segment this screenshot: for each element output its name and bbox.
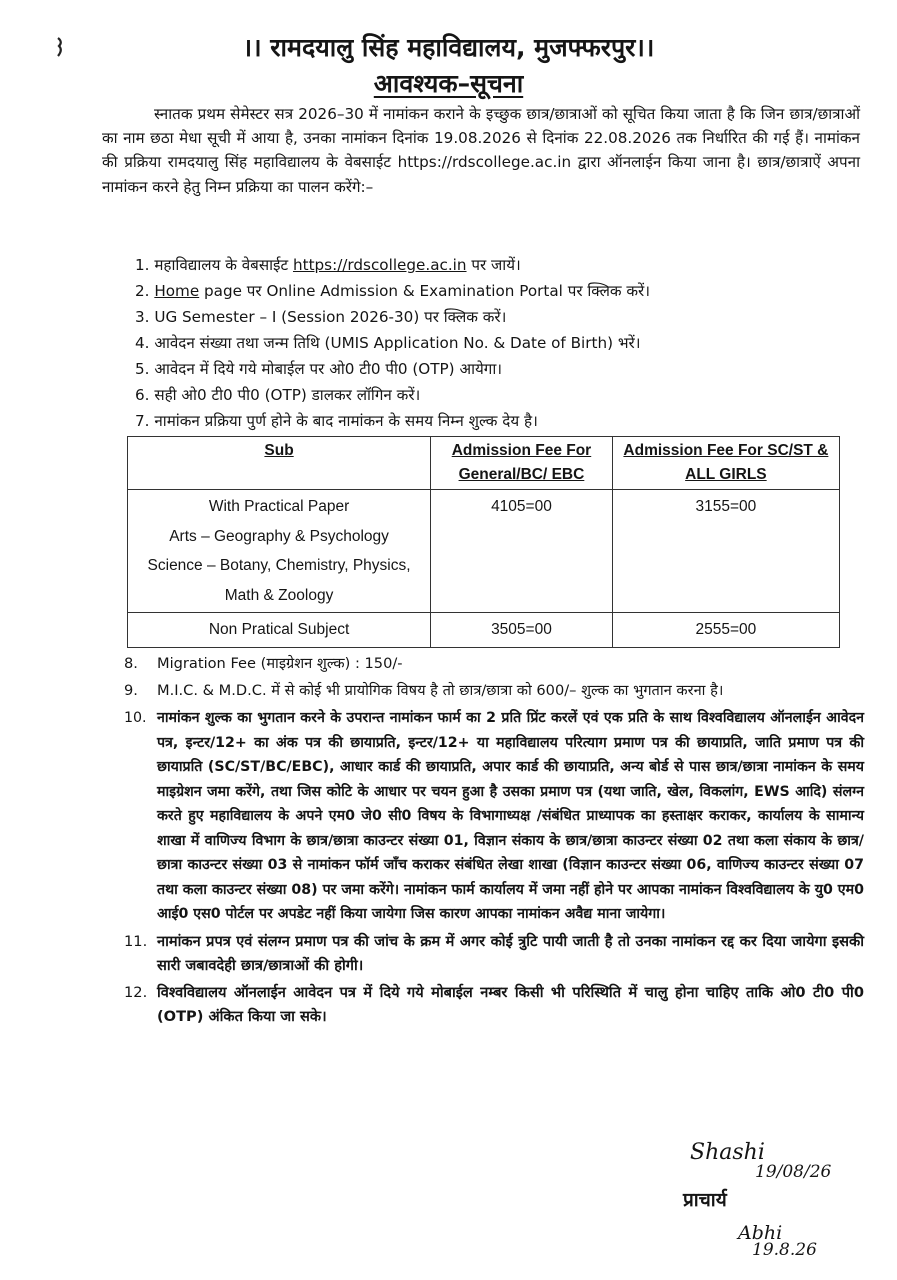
subject-cell: Non Pratical Subject (128, 613, 431, 648)
step-item: 1. महाविद्यालय के वेबसाईट https://rdscollege.ac.in पर जायें। (135, 256, 521, 274)
table-row (128, 613, 840, 648)
intro-paragraph: स्नातक प्रथम सेमेस्टर सत्र 2026–30 में नामांकन कराने के इच्छुक छात्र/छात्राओं को सूचित किया जाता है कि जिन छात्र/छात्राओं का नाम छठा मेधा सूची में आया है, उनका नामांकन दिनांक 19.08.2026 से दिनांक 22.08.2026 तक निर्धारित की गई हैं। नामांकन की प्रक्रिया रामदयालु सिंह महाविद्यालय के वेबसाईट https://rdscollege.ac.in द्वारा ऑनलाईन किया जाना है। छात्र/छात्राऐं अपना नामांकन करने हेतु निम्न प्रक्रिया का पालन करेंगे:– (102, 105, 860, 196)
principal-designation: प्राचार्य (683, 1189, 727, 1211)
column-header-sub: Sub (128, 437, 431, 490)
subject-cell: With Practical Paper Arts – Geography & Psychology Science – Botany, Chemistry, Physics, Math & Zoology (128, 490, 431, 613)
step-item: 4. आवेदन संख्या तथा जन्म तिथि (UMIS Application No. & Date of Birth) भरें। (135, 334, 641, 352)
column-header-general: Admission Fee For General/BC/ EBC (431, 437, 613, 490)
instructions-list (124, 652, 864, 1032)
website-link[interactable]: https://rdscollege.ac.in (292, 256, 467, 274)
second-signature: Abhi (738, 1222, 783, 1244)
college-title: ।। रामदयालु सिंह महाविद्यालय, मुजफ्फरपुर।। (242, 33, 655, 62)
list-item: 11. नामांकन प्रपत्र एवं संलग्न प्रमाण पत्र की जांच के क्रम में अगर कोई त्रुटि पायी जाती है तो उनका नामांकन रद्द कर दिया जायेगा इसकी सारी जबावदेही छात्र/छात्राओं की होगी। (124, 932, 864, 974)
list-item: 8. Migration Fee (माइग्रेशन शुल्क) : 150/- (124, 655, 403, 672)
scst-fee-cell: 2555=00 (612, 613, 839, 648)
step-item: 5. आवेदन में दिये गये मोबाईल पर ओ0 टी0 पी0 (OTP) आयेगा। (135, 360, 503, 378)
list-item: 10. नामांकन शुल्क का भुगतान करने के उपरान्त नामांकन फार्म का 2 प्रति प्रिंट करलें एवं एक प्रति के साथ विश्वविद्यालय ऑनलाईन आवेदन पत्र, इन्टर/12+ का अंक पत्र की छायाप्रति, इन्टर/12+ या महाविद्यालय परित्याग प्रमाण पत्र की छायाप्रति, जाति प्रमाण पत्र की छायाप्रति (SC/ST/BC/EBC), आधार कार्ड की छायाप्रति, अपार कार्ड की छायाप्रति, अन्य बोर्ड से पास छात्र/छात्रा नामांकन के समय माइग्रेशन जमा करेंगे, तथा जिस कोटि के आधार पर चयन हुआ है उसका प्रमाण पत्र (यथा जाति, खेल, विकलांग, EWS आदि) संलग्न करते हुए महाविद्यालय के अपने एम0 जे0 सी0 विषय के विभागाध्यक्ष /संबंधित प्राध्यापक का हस्ताक्षर कराकर, कार्यालय के सामान्य शाखा में वाणिज्य विभाग के छात्र/छात्रा काउन्टर संख्या 01, विज्ञान संकाय के छात्र/छात्रा काउन्टर संख्या 02 तथा कला संकाय के छात्र/छात्रा काउन्टर संख्या 03 से नामांकन फॉर्म जाँच कराकर संबंधित लेखा शाखा (विज्ञान काउन्टर संख्या 06, वाणिज्य काउन्टर संख्या 07 तथा कला काउन्टर संख्या 08) पर जमा करेंगे। नामांकन फार्म कार्यालय में जमा नहीं होने पर आपका नामांकन विश्वविद्यालय के यु0 एम0 आई0 एस0 पोर्टल पर अपडेट नहीं किया जायेगा जिस कारण आपका नामांकन अवैद्य माना जायेगा। (124, 710, 864, 922)
column-header-scst: Admission Fee For SC/ST & ALL GIRLS (612, 437, 839, 490)
procedure-steps (135, 252, 855, 434)
general-fee-cell: 3505=00 (431, 613, 613, 648)
principal-signature: Shashi (690, 1140, 765, 1165)
home-link: Home (154, 282, 200, 300)
list-item: 9. M.I.C. & M.D.C. में से कोई भी प्रायोगिक विषय है तो छात्र/छात्रा को 600/– शुल्क का भुगतान करना है। (124, 682, 724, 699)
step-item: 3. UG Semester – I (Session 2026-30) पर क्लिक करें। (135, 308, 507, 326)
second-signature-date: 19.8.26 (752, 1240, 817, 1260)
table-row (128, 490, 840, 613)
scst-fee-cell: 3155=00 (612, 490, 839, 613)
step-item: 6. सही ओ0 टी0 पी0 (OTP) डालकर लॉगिन करें। (135, 386, 421, 404)
fee-table (127, 436, 840, 648)
table-header-row (128, 437, 840, 490)
general-fee-cell: 4105=00 (431, 490, 613, 613)
notice-heading: आवश्यक–सूचना (373, 69, 524, 98)
list-item: 12. विश्वविद्यालय ऑनलाईन आवेदन पत्र में दिये गये मोबाईल नम्बर किसी भी परिस्थिति में चालु होना चाहिए ताकि ओ0 टी0 पी0 (OTP) अंकित किया जा सके। (124, 983, 864, 1025)
step-item: 2. Home page पर Online Admission & Examination Portal पर क्लिक करें। (135, 282, 651, 300)
step-item: 7. नामांकन प्रक्रिया पुर्ण होने के बाद नामांकन के समय निम्न शुल्क देय है। (135, 412, 538, 430)
signature-date: 19/08/26 (755, 1162, 832, 1182)
